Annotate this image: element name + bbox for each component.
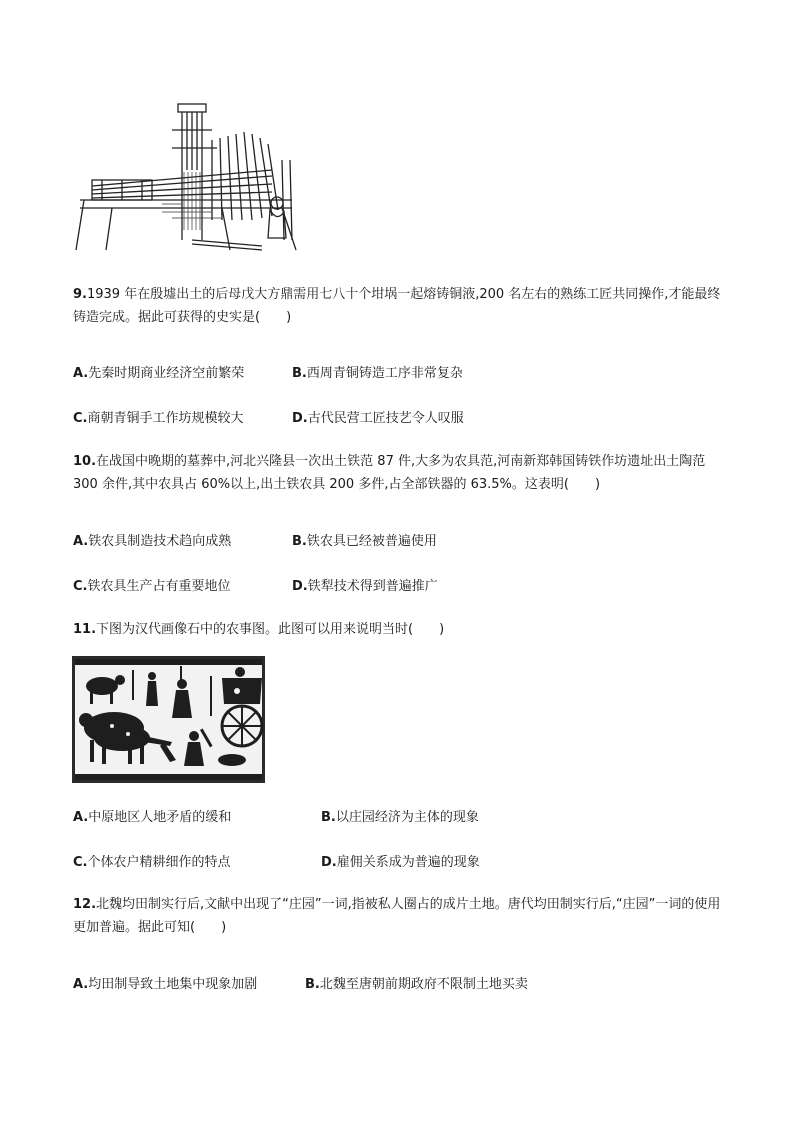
question-9-stem	[73, 284, 723, 330]
question-number: 10.	[73, 454, 97, 469]
question-12-option-a[interactable]: A.均田制导致土地集中现象加剧	[73, 977, 258, 992]
question-11-option-b[interactable]: B.以庄园经济为主体的现象	[321, 810, 479, 825]
question-text: 1939 年在殷墟出土的后母戊大方鼎需用七八十个坩埚一起熔铸铜液,200 名左右的熟练工匠共同操作,才能最终铸造完成。据此可获得的史实是( )	[73, 287, 721, 325]
loom-illustration	[72, 100, 304, 255]
question-11-stem	[73, 619, 723, 642]
question-10-option-c[interactable]: C.铁农具生产占有重要地位	[73, 579, 231, 594]
question-9-option-a[interactable]: A.先秦时期商业经济空前繁荣	[73, 366, 245, 381]
question-number: 12.	[73, 897, 97, 912]
question-12-stem	[73, 894, 723, 940]
question-9-option-d[interactable]: D.古代民营工匠技艺令人叹服	[292, 411, 464, 426]
question-11-option-d[interactable]: D.雇佣关系成为普遍的现象	[321, 855, 480, 870]
question-11-option-a[interactable]: A.中原地区人地矛盾的缓和	[73, 810, 232, 825]
question-text: 下图为汉代画像石中的农事图。此图可以用来说明当时( )	[96, 622, 445, 637]
question-11-option-c[interactable]: C.个体农户精耕细作的特点	[73, 855, 231, 870]
question-text: 北魏均田制实行后,文献中出现了“庄园”一词,指被私人圈占的成片土地。唐代均田制实行后,“庄园”一词的使用更加普遍。据此可知( )	[73, 897, 721, 935]
question-10-option-d[interactable]: D.铁犁技术得到普遍推广	[292, 579, 438, 594]
question-9-option-b[interactable]: B.西周青铜铸造工序非常复杂	[292, 366, 463, 381]
question-text: 在战国中晚期的墓葬中,河北兴隆县一次出土铁范 87 件,大多为农具范,河南新郑韩国铸铁作坊遗址出土陶范 300 余件,其中农具占 60%以上,出土铁农具 200 多件,占全部铁器的 63.5%。这表明( )	[73, 454, 706, 492]
question-number: 11.	[73, 622, 97, 637]
question-number: 9.	[73, 287, 87, 302]
han-relief-farming-image	[72, 656, 265, 783]
question-12-option-b[interactable]: B.北魏至唐朝前期政府不限制土地买卖	[305, 977, 528, 992]
question-10-option-a[interactable]: A.铁农具制造技术趋向成熟	[73, 534, 232, 549]
question-9-option-c[interactable]: C.商朝青铜手工作坊规模较大	[73, 411, 244, 426]
question-10-option-b[interactable]: B.铁农具已经被普遍使用	[292, 534, 437, 549]
question-10-stem	[73, 451, 723, 497]
